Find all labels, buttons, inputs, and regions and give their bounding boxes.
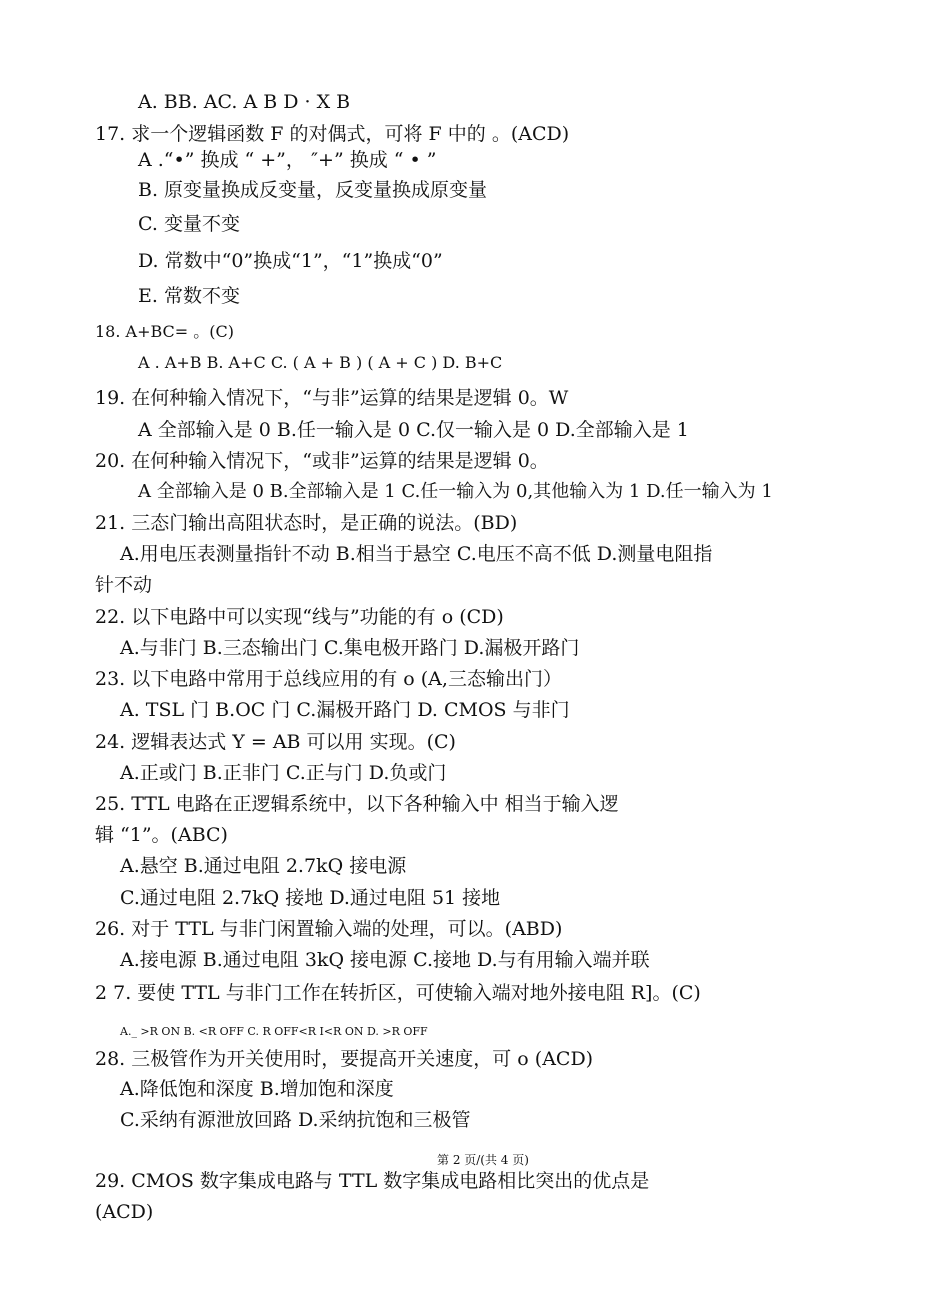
text-line-4: B. 原变量换成反变量，反变量换成原变量 <box>138 179 488 201</box>
question-29: 29. CMOS 数字集成电路与 TTL 数字集成电路相比突出的优点是 <box>95 1170 650 1192</box>
text-line-24: 辑 “1”。(ABC) <box>95 824 228 846</box>
text-line-7: E. 常数不变 <box>138 285 240 307</box>
text-line-1: A. BB. AC. A B D · X B <box>138 91 351 113</box>
question-23: 23. 以下电路中常用于总线应用的有 o (A,三态输出门） <box>95 668 562 690</box>
text-line-9: A . A+B B. A+C C. ( A + B ) ( A + C ) D. B+C <box>138 353 503 372</box>
question-27: 2 7. 要使 TTL 与非门工作在转折区，可使输入端对地外接电阻 R]。(C) <box>95 982 701 1004</box>
question-21: 21. 三态门输出高阻状态时，是正确的说法。(BD) <box>95 512 518 534</box>
text-line-26: C.通过电阻 2.7kQ 接地 D.通过电阻 51 接地 <box>120 887 501 909</box>
text-line-32: A.降低饱和深度 B.增加饱和深度 <box>120 1078 394 1100</box>
text-line-20: A. TSL 门 B.OC 门 C.漏极开路门 D. CMOS 与非门 <box>120 699 570 721</box>
question-17: 17. 求一个逻辑函数 F 的对偶式，可将 F 中的 。(ACD) <box>95 123 570 145</box>
question-18: 18. A+BC= 。(C) <box>95 322 235 341</box>
text-line-6: D. 常数中“0”换成“1”，“1”换成“0” <box>138 250 443 272</box>
question-20: 20. 在何种输入情况下，“或非”运算的结果是逻辑 0。 <box>95 450 549 472</box>
question-19: 19. 在何种输入情况下，“与非”运算的结果是逻辑 0。W <box>95 387 569 409</box>
text-line-25: A.悬空 B.通过电阻 2.7kQ 接电源 <box>120 855 407 877</box>
text-line-22: A.正或门 B.正非门 C.正与门 D.负或门 <box>120 762 447 784</box>
text-line-18: A.与非门 B.三态输出门 C.集电极开路门 D.漏极开路门 <box>120 637 580 659</box>
text-line-33: C.采纳有源泄放回路 D.采纳抗饱和三极管 <box>120 1109 471 1131</box>
question-26: 26. 对于 TTL 与非门闲置输入端的处理，可以。(ABD) <box>95 918 563 940</box>
text-line-5: C. 变量不变 <box>138 213 240 235</box>
text-line-28: A.接电源 B.通过电阻 3kQ 接电源 C.接地 D.与有用输入端并联 <box>120 949 650 971</box>
text-line-13: A 全部输入是 0 B.全部输入是 1 C.任一输入为 0,其他输入为 1 D.任一输入为 1 <box>138 481 773 502</box>
question-25: 25. TTL 电路在正逻辑系统中，以下各种输入中 相当于输入逻 <box>95 793 619 815</box>
page-footer: 第 2 页/(共 4 页) <box>437 1153 529 1167</box>
question-28: 28. 三极管作为开关使用时，要提高开关速度，可 o (ACD) <box>95 1048 594 1070</box>
question-22: 22. 以下电路中可以实现“线与”功能的有 o (CD) <box>95 606 504 628</box>
text-line-11: A 全部输入是 0 B.任一输入是 0 C.仅一输入是 0 D.全部输入是 1 <box>138 419 689 441</box>
text-line-16: 针不动 <box>95 574 153 596</box>
question-24: 24. 逻辑表达式 Y = AB 可以用 实现。(C) <box>95 731 456 753</box>
text-line-35: (ACD) <box>95 1201 154 1223</box>
text-line-3: A .“•” 换成 “ +”， ″+” 换成 “ • ” <box>138 149 437 171</box>
text-line-15: A.用电压表测量指针不动 B.相当于悬空 C.电压不高不低 D.测量电阻指 <box>120 543 713 565</box>
text-line-30: A._ >R ON B. <R OFF C. R OFF<R I<R ON D. >R OFF <box>120 1025 428 1038</box>
